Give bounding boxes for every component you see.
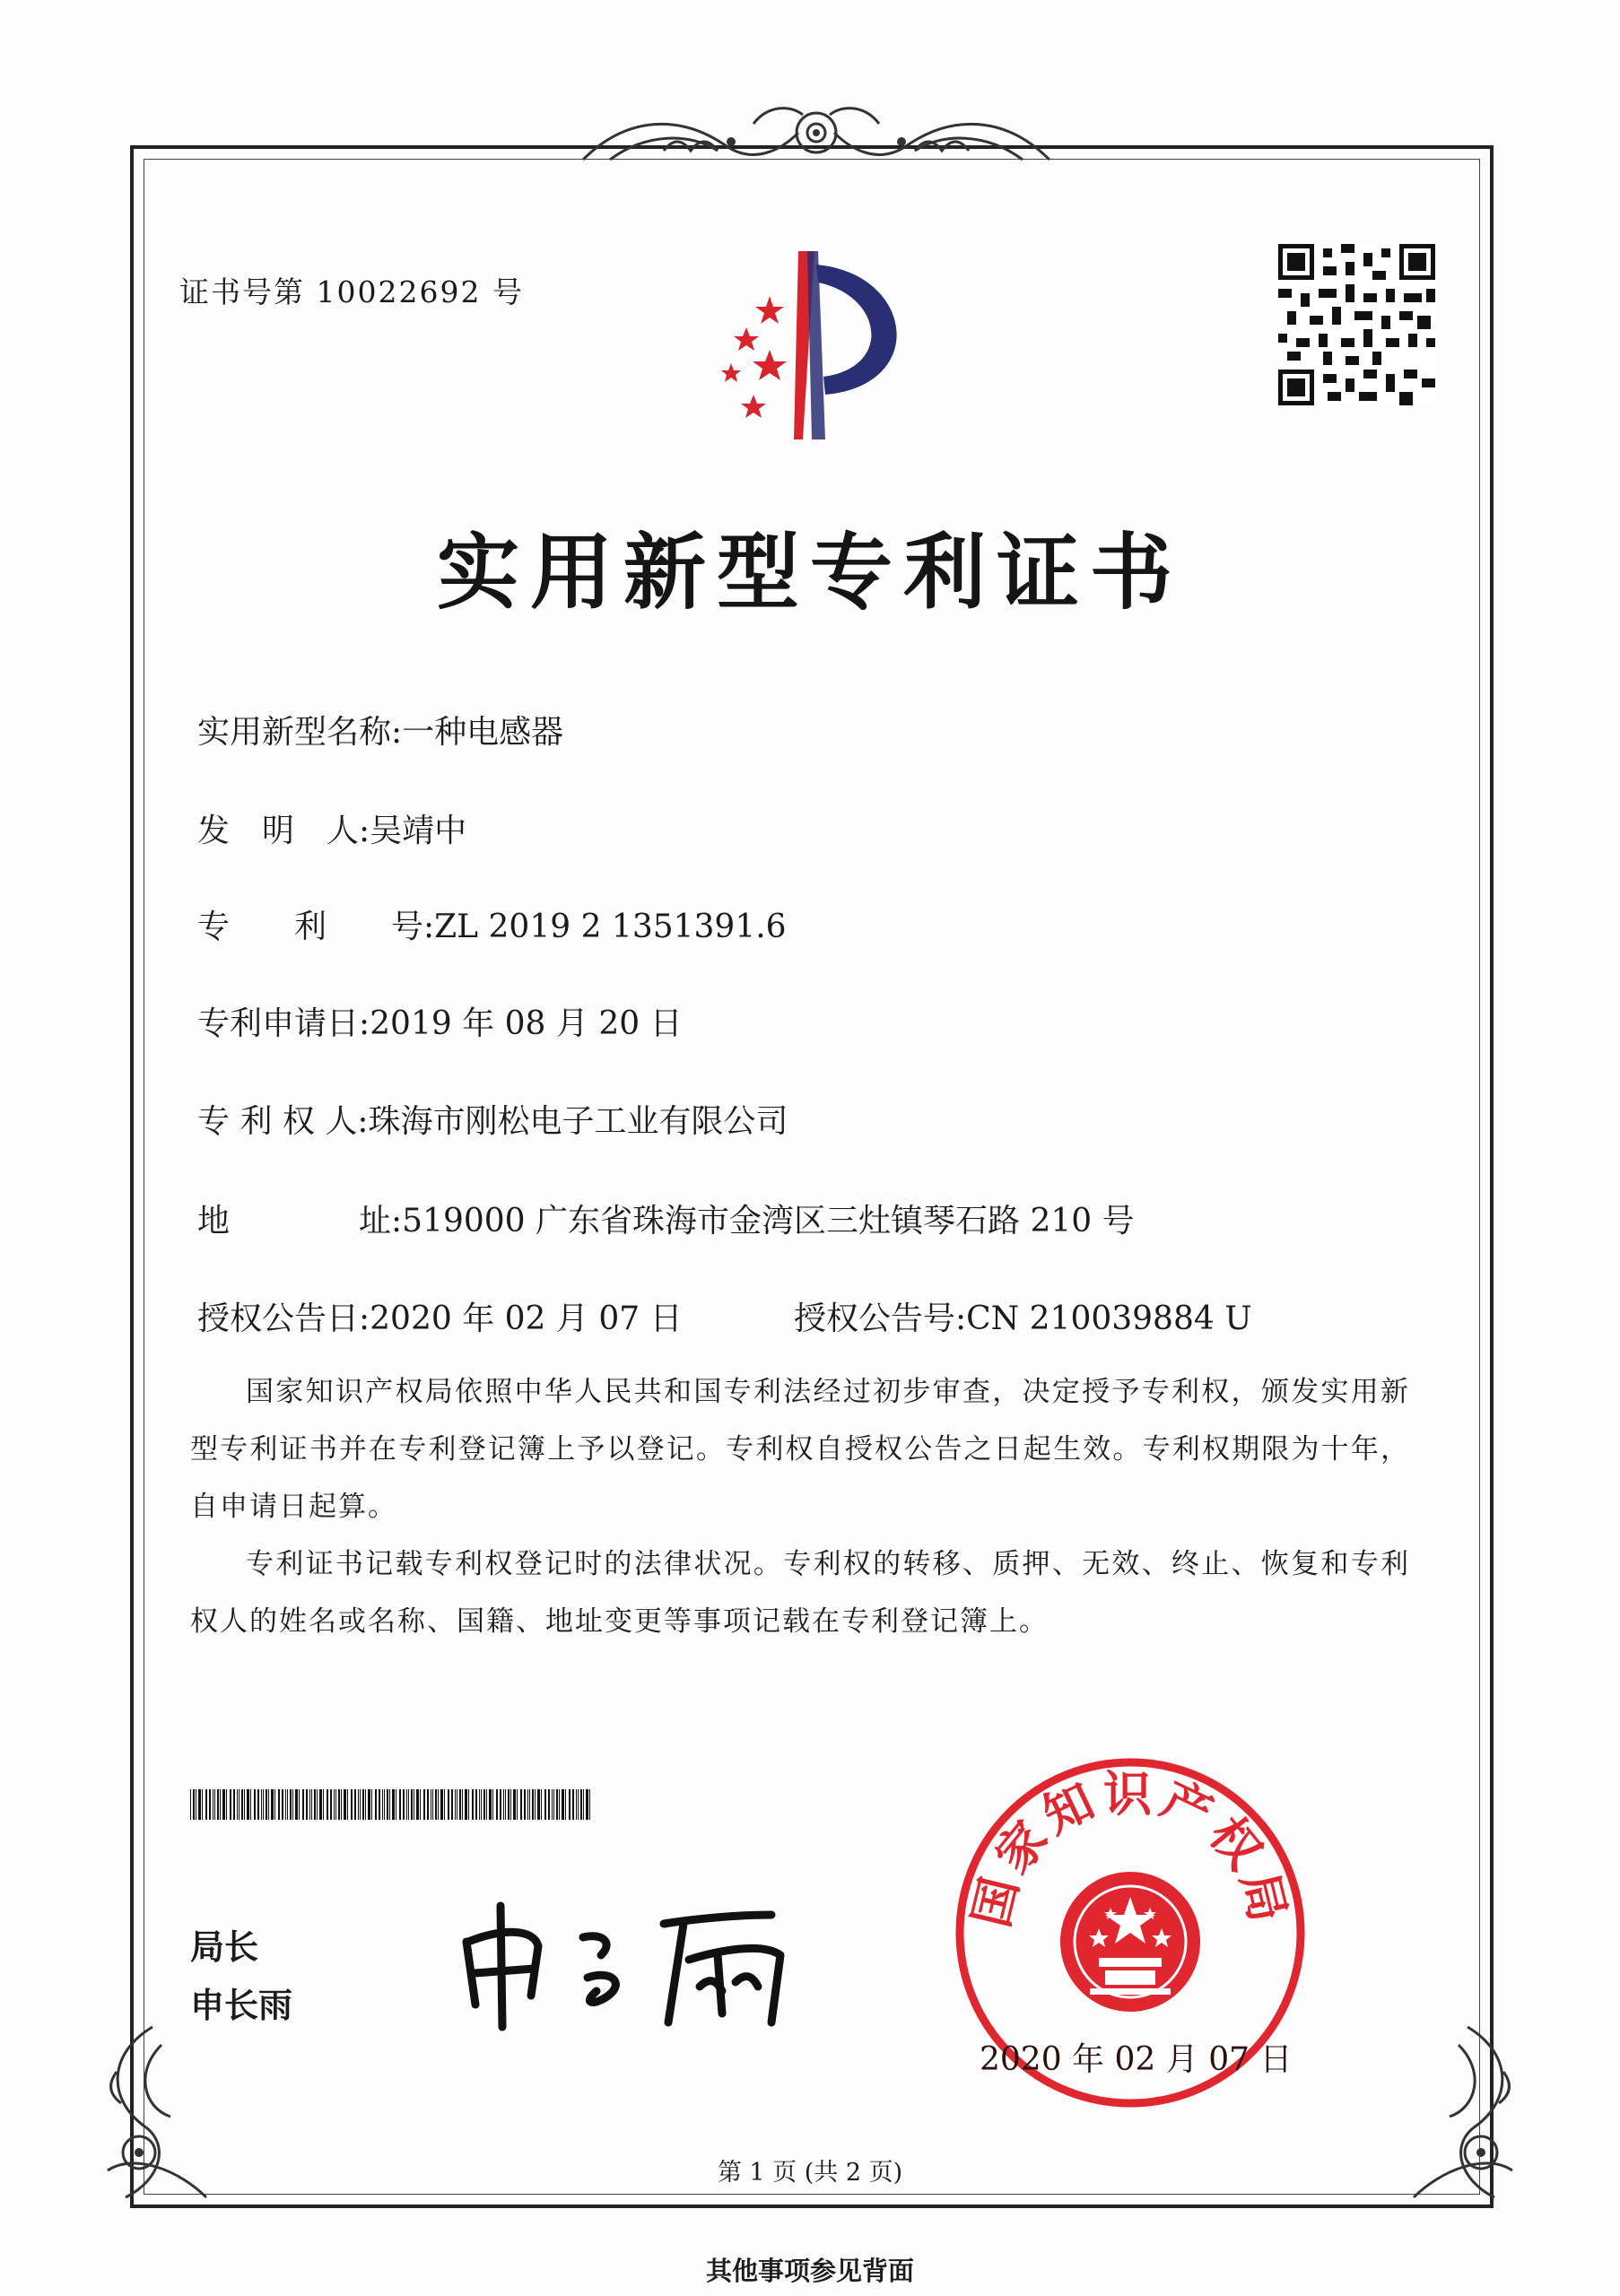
director-title: 局长 (190, 1927, 259, 1967)
barcode (190, 1789, 594, 1820)
patent-number: 专 利 号:ZL 2019 2 1351391.6 (197, 909, 787, 945)
address: 地 址:519000 广东省珠海市金湾区三灶镇琴石路 210 号 (197, 1203, 1135, 1239)
body-paragraph-2: 专利证书记载专利权登记时的法律状况。专利权的转移、质押、无效、终止、恢复和专利权人的姓名或名称、国籍、地址变更等事项记载在专利登记簿上。 (190, 1548, 1410, 1638)
national-emblem-icon (1060, 1872, 1200, 2012)
patentee: 专 利 权 人:珠海市刚松电子工业有限公司 (197, 1103, 788, 1140)
page-number: 第 1 页 (共 2 页) (717, 2159, 903, 2187)
inventor: 发 明 人:吴靖中 (197, 813, 467, 849)
grant-date: 授权公告日:2020 年 02 月 07 日 (197, 1300, 683, 1337)
body-paragraph-1: 国家知识产权局依照中华人民共和国专利法经过初步审查，决定授予专利权，颁发实用新型专利证书并在专利登记簿上予以登记。专利权自授权公告之日起生效。专利权期限为十年，自申请日起算。 (190, 1376, 1410, 1523)
application-date: 专利申请日:2019 年 08 月 20 日 (197, 1005, 683, 1042)
certificate-number: 证书号第 10022692 号 (179, 274, 524, 309)
director-signature (449, 1888, 807, 2031)
cnipa-logo (691, 242, 933, 448)
certificate-body (190, 1363, 1410, 1650)
page-title: 实用新型专利证书 (436, 525, 1183, 621)
director-name: 申长雨 (190, 1986, 293, 2025)
grant-number: 授权公告号:CN 210039884 U (794, 1300, 1252, 1337)
utility-model-name: 实用新型名称:一种电感器 (197, 714, 564, 751)
seal-date: 2020 年 02 月 07 日 (980, 2041, 1293, 2078)
footer-note: 其他事项参见背面 (705, 2256, 914, 2286)
svg-text:国家知识产权局: 国家知识产权局 (962, 1766, 1298, 1933)
top-ornament (574, 97, 1058, 178)
qr-code (1278, 244, 1435, 405)
